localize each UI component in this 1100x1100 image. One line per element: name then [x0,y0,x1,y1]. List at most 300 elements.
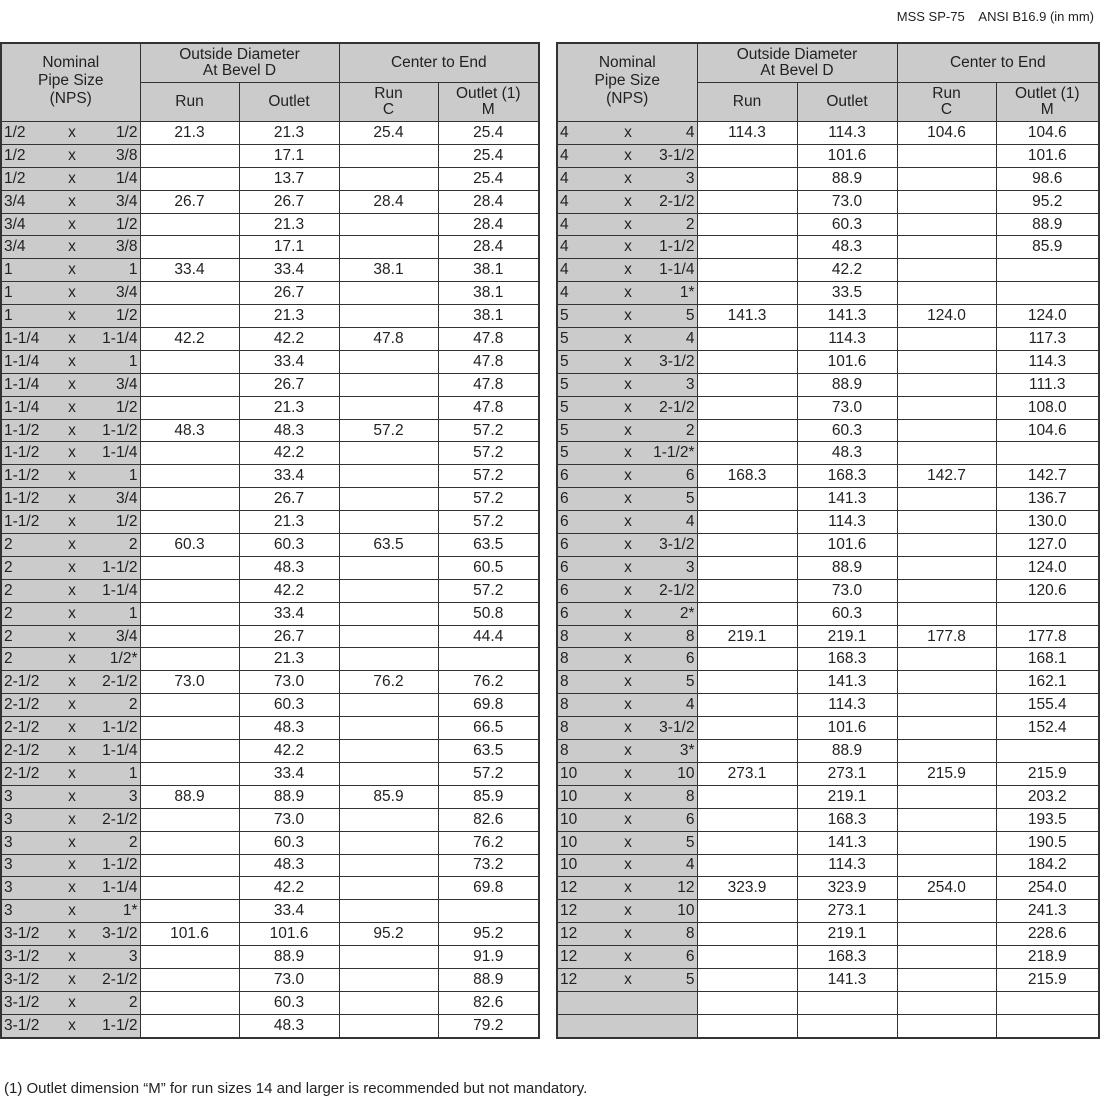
outlet-size: 2* [679,604,695,622]
outlet-size: 3/4 [115,284,138,302]
nps-cell [1,877,140,900]
by-symbol: x [68,879,76,897]
nps-cell [557,602,697,625]
run-size: 5 [560,352,569,370]
by-symbol: x [624,329,632,347]
run-size: 4 [560,192,569,210]
cte-outlet-m-cell: 152.4 [996,717,1099,740]
by-symbol: x [68,513,76,531]
by-symbol: x [68,833,76,851]
od-run-cell [140,373,239,396]
cte-outlet-m-cell: 101.6 [996,144,1099,167]
header-text: Run [374,85,403,102]
cte-outlet-m-cell: 76.2 [438,671,539,694]
outlet-size: 4 [685,513,695,531]
outlet-size: 2-1/2 [102,673,138,691]
table-row [1,946,539,969]
by-symbol: x [68,970,76,988]
nps-cell [1,328,140,351]
nps-cell [1,717,140,740]
outlet-size: 8 [685,925,695,943]
nps-cell [1,190,140,213]
outlet-size: 3 [128,787,138,805]
header-text: M [481,101,495,118]
run-size: 5 [560,307,569,325]
cte-run-c-cell [339,465,438,488]
cte-outlet-m-cell: 215.9 [996,762,1099,785]
od-run-cell [140,602,239,625]
cte-run-c-cell [897,740,996,763]
cte-outlet-m-cell: 124.0 [996,556,1099,579]
nps-cell [557,808,697,831]
run-size: 4 [560,215,569,233]
by-symbol: x [624,558,632,576]
cte-outlet-m-cell: 241.3 [996,900,1099,923]
outlet-size: 3/4 [115,375,138,393]
cte-outlet-m-cell: 190.5 [996,831,1099,854]
table-row [1,968,539,991]
cte-outlet-m-cell [438,648,539,671]
nps-cell [557,350,697,373]
od-run-cell [697,236,797,259]
by-symbol: x [68,925,76,943]
od-run-cell: 141.3 [697,305,797,328]
run-size: 3-1/2 [4,970,40,988]
cte-run-c-cell [897,511,996,534]
od-run-cell [697,190,797,213]
outlet-size: 1-1/2 [102,1016,138,1034]
table-row [1,236,539,259]
cte-run-c-cell [339,762,438,785]
od-run-cell: 323.9 [697,877,797,900]
cte-outlet-m-cell: 168.1 [996,648,1099,671]
nps-cell [1,556,140,579]
outlet-size: 4 [685,329,695,347]
nps-cell [1,694,140,717]
header-text: M [1040,101,1054,118]
cte-run-c-cell [897,854,996,877]
cte-run-c-cell: 63.5 [339,534,438,557]
cte-outlet-m-cell: 120.6 [996,579,1099,602]
nps-cell [557,831,697,854]
cte-outlet-m-cell: 88.9 [438,968,539,991]
od-run-cell [140,968,239,991]
nps-cell [557,694,697,717]
od-outlet-cell: 48.3 [797,236,897,259]
by-symbol: x [68,673,76,691]
by-symbol: x [624,123,632,141]
by-symbol: x [68,421,76,439]
run-size: 6 [560,490,569,508]
outlet-size: 1* [122,902,138,920]
table-row [1,373,539,396]
outlet-size: 2-1/2 [102,970,138,988]
by-symbol: x [624,444,632,462]
od-run-cell: 101.6 [140,923,239,946]
od-outlet-cell: 73.0 [239,968,339,991]
header-text: Nominal [42,54,100,71]
cte-run-c-cell: 38.1 [339,259,438,282]
cte-run-c-cell [897,534,996,557]
by-symbol: x [624,833,632,851]
outlet-size: 1 [128,467,138,485]
nps-cell [1,671,140,694]
cte-outlet-m-cell: 47.8 [438,373,539,396]
nps-cell [1,350,140,373]
table-row [557,671,1099,694]
cte-run-c-cell: 47.8 [339,328,438,351]
od-run-cell [140,213,239,236]
nps-cell [1,419,140,442]
table-row [557,419,1099,442]
table-row [557,740,1099,763]
table-row [1,305,539,328]
od-outlet-cell: 26.7 [239,282,339,305]
cte-run-c-cell [339,991,438,1014]
od-run-cell [697,259,797,282]
header-cte-outlet-m [996,83,1099,122]
run-size: 3/4 [4,192,26,210]
cte-run-c-cell [339,946,438,969]
run-size: 1 [4,284,13,302]
nps-cell [1,991,140,1014]
cte-outlet-m-cell [996,259,1099,282]
od-run-cell [140,854,239,877]
cte-run-c-cell [897,808,996,831]
cte-outlet-m-cell: 76.2 [438,831,539,854]
by-symbol: x [624,513,632,531]
od-outlet-cell: 73.0 [239,671,339,694]
od-run-cell: 73.0 [140,671,239,694]
cte-run-c-cell [339,625,438,648]
run-size: 8 [560,650,569,668]
header-text: At Bevel D [760,62,834,79]
table-row [557,900,1099,923]
od-run-cell [140,236,239,259]
by-symbol: x [624,902,632,920]
by-symbol: x [68,329,76,347]
nps-cell [1,648,140,671]
od-run-cell [140,717,239,740]
cte-run-c-cell [339,740,438,763]
nps-cell [557,785,697,808]
run-size: 4 [560,169,569,187]
run-size: 6 [560,581,569,599]
cte-run-c-cell [897,648,996,671]
od-outlet-cell: 88.9 [239,946,339,969]
nps-cell [557,305,697,328]
od-run-cell [697,419,797,442]
nps-cell [1,831,140,854]
od-outlet-cell: 60.3 [239,534,339,557]
cte-outlet-m-cell: 63.5 [438,740,539,763]
od-run-cell [140,1014,239,1037]
od-run-cell [697,556,797,579]
cte-run-c-cell [339,373,438,396]
run-size: 3-1/2 [4,1016,40,1034]
header-text: (NPS) [606,90,649,107]
nps-cell [1,923,140,946]
cte-run-c-cell [897,671,996,694]
run-size: 1 [4,307,13,325]
od-run-cell: 48.3 [140,419,239,442]
table-row [557,328,1099,351]
od-outlet-cell: 13.7 [239,167,339,190]
run-size: 8 [560,719,569,737]
header-od-run: Run [140,83,239,122]
cte-outlet-m-cell: 184.2 [996,854,1099,877]
outlet-size: 3-1/2 [659,535,695,553]
od-outlet-cell: 33.4 [239,900,339,923]
by-symbol: x [68,902,76,920]
table-row [1,991,539,1014]
od-run-cell [140,740,239,763]
od-run-cell [697,488,797,511]
cte-run-c-cell [897,373,996,396]
nps-cell [1,144,140,167]
cte-outlet-m-cell: 142.7 [996,465,1099,488]
by-symbol: x [68,444,76,462]
cte-outlet-m-cell [438,900,539,923]
header-od-outlet: Outlet [239,83,339,122]
od-run-cell [697,946,797,969]
cte-run-c-cell [897,144,996,167]
outlet-size: 1 [128,604,138,622]
header-text: Outside Diameter [179,46,300,63]
od-run-cell [140,877,239,900]
table-row [557,946,1099,969]
od-outlet-cell: 26.7 [239,373,339,396]
by-symbol: x [624,925,632,943]
cte-run-c-cell [339,648,438,671]
od-outlet-cell: 114.3 [797,511,897,534]
od-run-cell: 273.1 [697,762,797,785]
cte-run-c-cell [339,854,438,877]
od-run-cell [140,442,239,465]
run-size: 6 [560,467,569,485]
outlet-size: 3 [685,558,695,576]
outlet-size: 1/2 [115,398,138,416]
nps-cell [557,556,697,579]
od-run-cell [140,762,239,785]
run-size: 5 [560,329,569,347]
cte-outlet-m-cell: 25.4 [438,122,539,145]
table-row [557,1014,1099,1037]
cte-run-c-cell: 177.8 [897,625,996,648]
nps-cell [1,900,140,923]
od-run-cell [140,282,239,305]
run-size: 3-1/2 [4,925,40,943]
header-cte-run-c [897,83,996,122]
by-symbol: x [68,535,76,553]
od-outlet-cell: 48.3 [239,717,339,740]
run-size: 2 [4,558,13,576]
table-row [1,328,539,351]
run-size: 10 [560,833,578,851]
header-text: Pipe Size [38,72,104,89]
table-row [1,1014,539,1037]
run-size: 1/2 [4,169,26,187]
cte-run-c-cell [897,259,996,282]
run-size: 3 [4,856,13,874]
table-row [1,717,539,740]
by-symbol: x [624,490,632,508]
od-outlet-cell: 21.3 [239,648,339,671]
od-run-cell [140,946,239,969]
od-run-cell: 60.3 [140,534,239,557]
cte-outlet-m-cell: 63.5 [438,534,539,557]
run-size: 3/4 [4,238,26,256]
od-outlet-cell: 114.3 [797,854,897,877]
cte-outlet-m-cell: 228.6 [996,923,1099,946]
header-cte-run-c [339,83,438,122]
dimensions-table-right [556,42,1100,1039]
table-row [557,144,1099,167]
cte-run-c-cell [339,282,438,305]
od-run-cell [140,831,239,854]
nps-cell [1,373,140,396]
by-symbol: x [624,215,632,233]
cte-outlet-m-cell: 82.6 [438,808,539,831]
od-outlet-cell: 88.9 [797,740,897,763]
od-run-cell [697,282,797,305]
table-row [1,465,539,488]
cte-run-c-cell: 124.0 [897,305,996,328]
od-outlet-cell: 21.3 [239,122,339,145]
outlet-size: 2-1/2 [659,581,695,599]
cte-outlet-m-cell: 162.1 [996,671,1099,694]
od-outlet-cell: 33.4 [239,762,339,785]
nps-cell [1,579,140,602]
outlet-size: 1* [679,284,695,302]
by-symbol: x [68,650,76,668]
cte-run-c-cell [897,694,996,717]
header-text: C [382,101,395,118]
run-size: 4 [560,238,569,256]
table-row [557,167,1099,190]
cte-outlet-m-cell: 57.2 [438,762,539,785]
by-symbol: x [624,261,632,279]
od-outlet-cell: 73.0 [797,396,897,419]
nps-cell [557,373,697,396]
outlet-size: 1 [128,764,138,782]
table-row [1,442,539,465]
table-row [557,923,1099,946]
by-symbol: x [68,123,76,141]
nps-cell [557,236,697,259]
cte-run-c-cell [897,1014,996,1037]
nps-cell [557,923,697,946]
table-row [557,213,1099,236]
run-size: 6 [560,604,569,622]
outlet-size: 3/4 [115,490,138,508]
cte-run-c-cell [897,350,996,373]
outlet-size: 3 [685,169,695,187]
run-size: 3 [4,833,13,851]
run-size: 2-1/2 [4,764,40,782]
run-size: 8 [560,627,569,645]
outlet-size: 1/2 [115,513,138,531]
od-run-cell [140,465,239,488]
by-symbol: x [624,948,632,965]
cte-outlet-m-cell: 57.2 [438,579,539,602]
by-symbol: x [68,581,76,599]
cte-outlet-m-cell: 25.4 [438,144,539,167]
run-size: 1 [4,261,13,279]
cte-run-c-cell [897,328,996,351]
od-run-cell [697,442,797,465]
by-symbol: x [68,993,76,1011]
od-outlet-cell: 88.9 [797,556,897,579]
table-row [1,671,539,694]
table-row [1,900,539,923]
cte-outlet-m-cell: 73.2 [438,854,539,877]
outlet-size: 2 [685,215,695,233]
outlet-size: 1 [128,352,138,370]
by-symbol: x [68,1016,76,1034]
od-outlet-cell [797,1014,897,1037]
run-size: 12 [560,902,578,920]
run-size: 1/2 [4,146,26,164]
cte-outlet-m-cell: 38.1 [438,305,539,328]
run-size: 10 [560,787,578,805]
outlet-size: 2 [128,993,138,1011]
run-size: 3/4 [4,215,26,233]
by-symbol: x [624,375,632,393]
cte-outlet-m-cell: 254.0 [996,877,1099,900]
od-outlet-cell: 48.3 [239,1014,339,1037]
od-outlet-cell: 219.1 [797,785,897,808]
table-row [557,122,1099,145]
table-row [557,854,1099,877]
by-symbol: x [624,169,632,187]
cte-run-c-cell [339,144,438,167]
table-row [557,236,1099,259]
table-row [557,556,1099,579]
footnote: (1) Outlet dimension “M” for run sizes 14 and larger is recommended but not mandatory. [4,1080,588,1097]
outlet-size: 1-1/2 [102,719,138,737]
cte-outlet-m-cell: 82.6 [438,991,539,1014]
outlet-size: 2-1/2 [659,398,695,416]
outlet-size: 1-1/4 [102,581,138,599]
cte-outlet-m-cell: 38.1 [438,259,539,282]
by-symbol: x [68,261,76,279]
od-outlet-cell: 26.7 [239,488,339,511]
cte-run-c-cell: 142.7 [897,465,996,488]
od-run-cell [697,808,797,831]
by-symbol: x [68,856,76,874]
cte-run-c-cell [339,167,438,190]
nps-cell [1,740,140,763]
by-symbol: x [624,810,632,828]
nps-cell [557,328,697,351]
od-run-cell [697,968,797,991]
run-size: 2 [4,535,13,553]
od-outlet-cell: 101.6 [797,717,897,740]
by-symbol: x [68,375,76,393]
by-symbol: x [68,352,76,370]
cte-run-c-cell [897,923,996,946]
run-size: 1-1/2 [4,467,40,485]
nps-cell [557,511,697,534]
by-symbol: x [624,467,632,485]
outlet-size: 4 [685,696,695,714]
nps-cell [1,305,140,328]
outlet-size: 8 [685,627,695,645]
run-size: 12 [560,879,578,897]
od-run-cell [697,717,797,740]
by-symbol: x [68,490,76,508]
